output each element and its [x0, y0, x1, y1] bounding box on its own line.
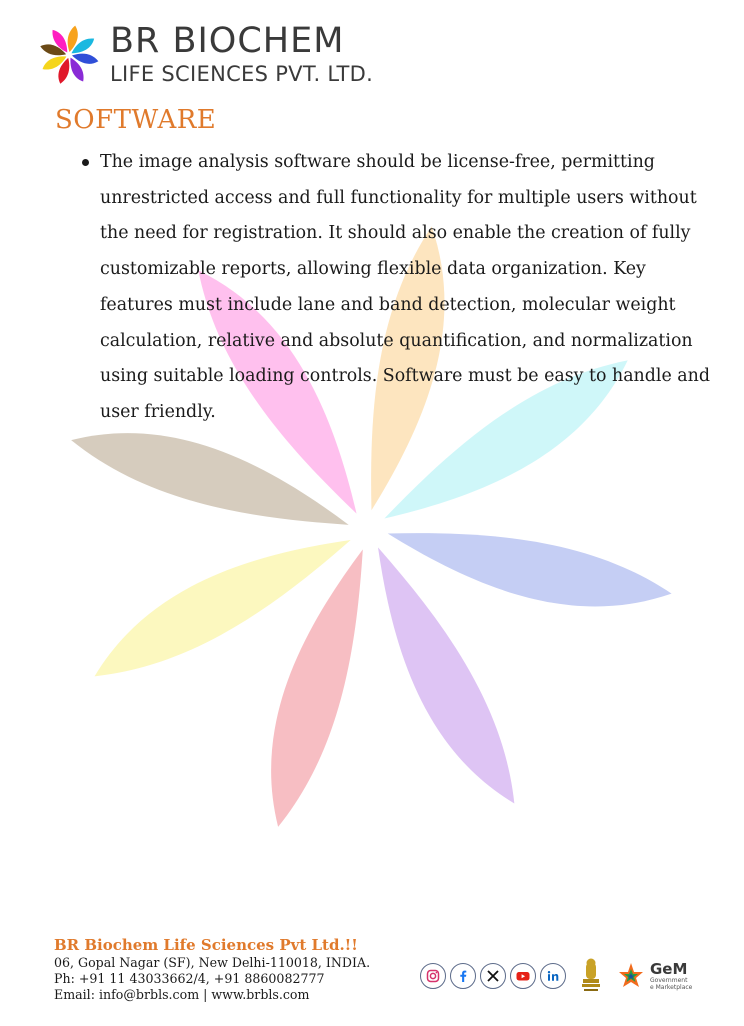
- footer-address: 06, Gopal Nagar (SF), New Delhi-110018, INDIA.: [54, 955, 371, 970]
- gem-logo: [616, 961, 692, 991]
- bullet-dot-icon: [82, 159, 89, 166]
- gem-subtitle-line2: e Marketplace: [650, 984, 693, 991]
- x-icon[interactable]: [480, 963, 506, 989]
- national-emblem-icon: [578, 957, 604, 995]
- company-logo: [36, 20, 396, 92]
- footer-contact: [54, 936, 370, 1003]
- list-item: [78, 145, 718, 431]
- youtube-icon[interactable]: [510, 963, 536, 989]
- footer-email-web: Email: info@brbls.com | www.brbls.com: [54, 987, 310, 1002]
- section-title: SOFTWARE: [55, 105, 217, 135]
- flower-petals-logo-icon: [36, 20, 102, 86]
- linkedin-icon[interactable]: [540, 963, 566, 989]
- gem-subtitle-line1: Government: [650, 977, 688, 984]
- instagram-icon[interactable]: [420, 963, 446, 989]
- gem-title: GeM: [650, 960, 688, 978]
- gem-star-icon: [616, 961, 646, 991]
- footer-company-name: BR Biochem Life Sciences Pvt Ltd.!!: [54, 936, 358, 954]
- social-links: [420, 958, 692, 994]
- facebook-icon[interactable]: [450, 963, 476, 989]
- brand-subtitle: LIFE SCIENCES PVT. LTD.: [110, 62, 374, 86]
- brand-name: BR BIOCHEM: [110, 21, 345, 61]
- bullet-text: The image analysis software should be license-free, permitting unrestricted access and full functionality for multiple users without the need for registration. It should also enable the creation of fully customizable reports, allowing flexible data organization. Key features must include lane and band detection, molecular weight calculation, relative and absolute quantification, and normalization using suitable loading controls. Software must be easy to handle and user friendly.: [100, 152, 710, 422]
- footer-phone: Ph: +91 11 43033662/4, +91 8860082777: [54, 971, 325, 986]
- bullet-list: [78, 145, 718, 431]
